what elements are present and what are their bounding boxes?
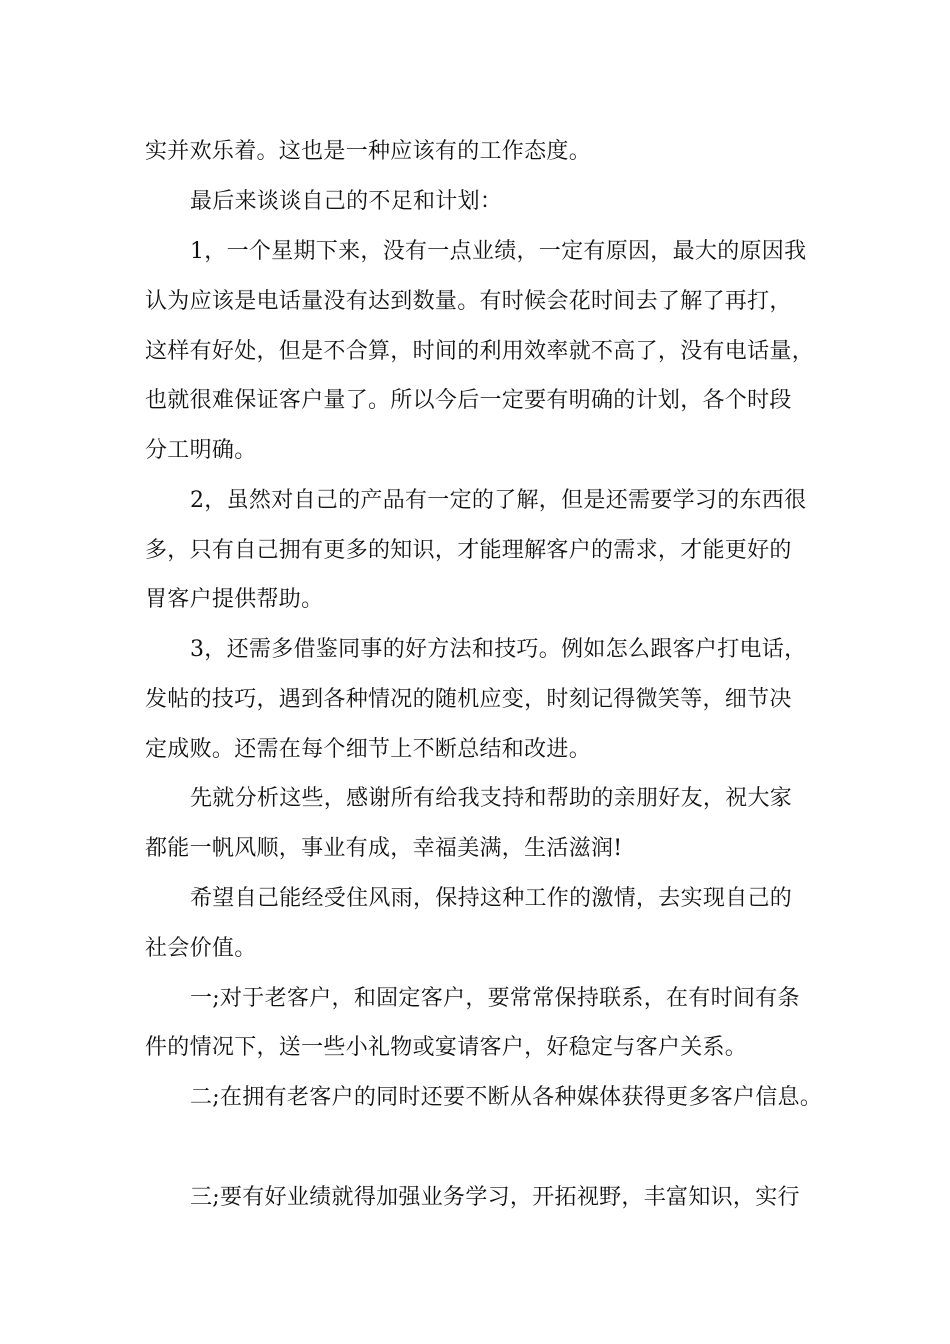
text-line: 定成败。还需在每个细节上不断总结和改进。 [145,737,592,762]
text-line: 先就分析这些，感谢所有给我支持和帮助的亲朋好友，祝大家 [190,786,793,811]
text-line: 3，还需多借鉴同事的好方法和技巧。例如怎么跟客户打电话， [190,637,807,662]
text-line: 多，只有自己拥有更多的知识，才能理解客户的需求，才能更好的 [145,538,792,563]
text-line: 1，一个星期下来，没有一点业绩，一定有原因，最大的原因我 [190,239,807,264]
text-line: 都能一帆风顺，事业有成，幸福美满，生活滋润! [145,836,623,861]
text-line: 社会价值。 [145,936,257,961]
text-line: 三;要有好业绩就得加强业务学习，开拓视野，丰富知识，实行 [190,1185,800,1210]
text-line: 件的情况下，送一些小礼物或宴请客户，好稳定与客户关系。 [145,1035,748,1060]
text-line: 认为应该是电话量没有达到数量。有时候会花时间去了解了再打， [145,289,792,314]
text-line: 发帖的技巧，遇到各种情况的随机应变，时刻记得微笑等，细节决 [145,687,792,712]
text-line: 也就很难保证客户量了。所以今后一定要有明确的计划，各个时段 [145,388,792,413]
text-line: 胃客户提供帮助。 [145,587,324,612]
text-line: 分工明确。 [145,438,257,463]
text-line: 最后来谈谈自己的不足和计划： [190,189,503,214]
text-line: 实并欢乐着。这也是一种应该有的工作态度。 [145,139,592,164]
text-line: 这样有好处，但是不合算，时间的利用效率就不高了，没有电话量， [145,339,815,364]
text-line: 一;对于老客户，和固定客户，要常常保持联系，在有时间有条 [190,986,800,1011]
text-line: 二;在拥有老客户的同时还要不断从各种媒体获得更多客户信息。 [190,1085,823,1110]
text-line: 2，虽然对自己的产品有一定的了解，但是还需要学习的东西很 [190,488,807,513]
text-line: 希望自己能经受住风雨，保持这种工作的激情，去实现自己的 [190,886,793,911]
